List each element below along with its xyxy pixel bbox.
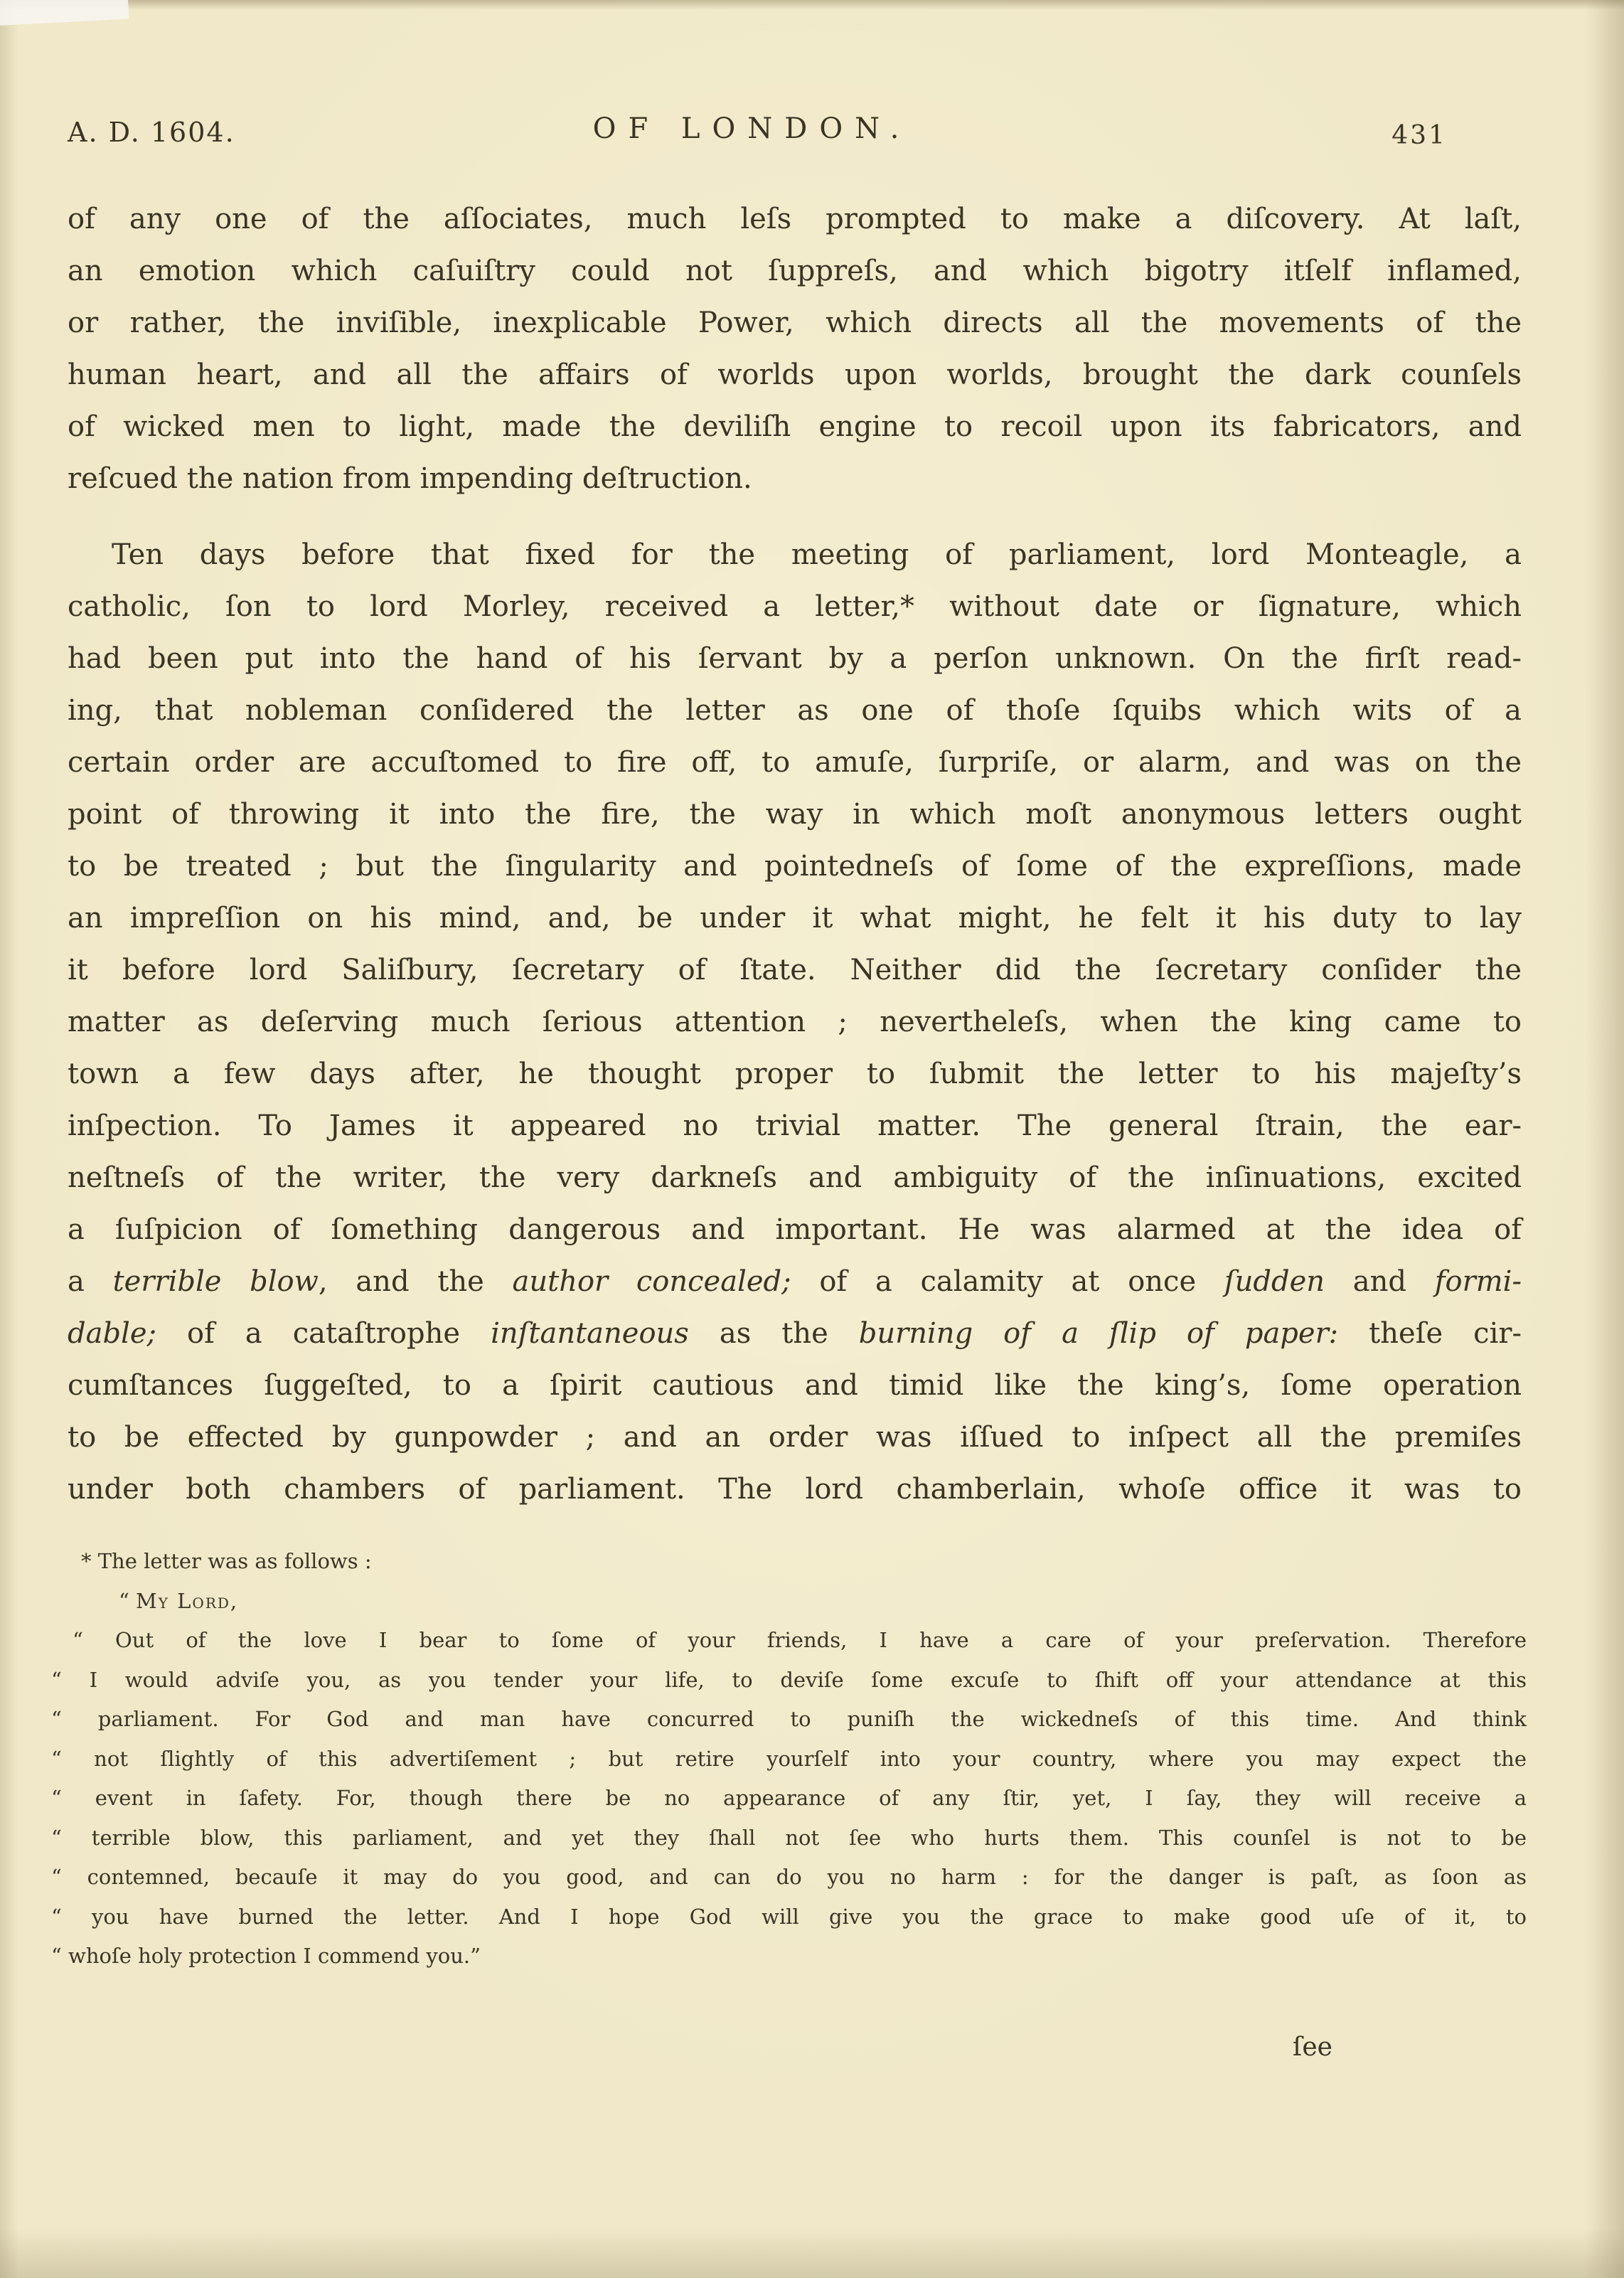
text-segment: * The letter was as follows :	[81, 1549, 372, 1573]
text-line	[68, 1464, 1522, 1516]
header-title: OF LONDON.	[592, 112, 912, 145]
text-line	[68, 841, 1522, 893]
text-segment: of any one of the aſſociates, much leſs prompted to make a diſcovery. At laſt,	[68, 203, 1522, 235]
text-line	[51, 1740, 1527, 1779]
text-segment: reſcued the nation from impending deſtruction.	[68, 462, 752, 495]
text-line	[68, 529, 1522, 581]
text-segment: ing, that nobleman conſidered the letter as one of thoſe ſquibs which wits of a	[68, 694, 1522, 727]
paragraph	[68, 529, 1522, 1516]
text-line	[51, 1858, 1527, 1898]
text-line	[68, 633, 1522, 685]
text-line	[68, 1204, 1522, 1256]
footnote	[51, 1542, 1527, 1976]
text-segment: an impreſſion on his mind, and, be under it what might, he felt it his duty to lay	[68, 902, 1522, 935]
text-segment: “ contemned, becauſe it may do you good, and can do you no harm : for the danger is paſt, as ſoon as	[51, 1865, 1527, 1889]
scan-corner-sliver	[0, 0, 129, 26]
text-segment: “	[119, 1588, 137, 1613]
text-segment: of a calamity at once	[791, 1265, 1224, 1298]
text-segment: Ten days before that fixed for the meeting of parliament, lord Monteagle, a	[112, 538, 1522, 571]
text-line	[68, 944, 1522, 996]
text-segment: neſtneſs of the writer, the very darkneſs and ambiguity of the inſinuations, excited	[68, 1161, 1522, 1194]
text-segment: to be effected by gunpowder ; and an order was iſſued to inſpect all the premiſes	[68, 1421, 1522, 1454]
text-segment: and	[1325, 1265, 1435, 1298]
text-line	[68, 297, 1522, 349]
text-line	[68, 1308, 1522, 1360]
text-line	[68, 581, 1522, 633]
text-segment: theſe cir-	[1338, 1317, 1522, 1350]
text-line	[51, 1621, 1527, 1661]
paragraph	[68, 193, 1522, 505]
text-segment: as the	[688, 1317, 859, 1350]
header-date: A. D. 1604.	[68, 117, 235, 148]
text-line	[51, 1700, 1527, 1740]
text-segment: human heart, and all the affairs of worlds upon worlds, brought the dark counſels	[68, 358, 1522, 391]
text-segment: town a few days after, he thought proper to ſubmit the letter to his majeſty’s	[68, 1058, 1522, 1090]
text-segment: an emotion which caſuiſtry could not ſuppreſs, and which bigotry itſelf inflamed,	[68, 255, 1522, 287]
text-segment: certain order are accuſtomed to fire off, to amuſe, ſurpriſe, or alarm, and was on the	[68, 746, 1522, 779]
text-line	[68, 685, 1522, 737]
text-line	[68, 453, 1522, 505]
text-line	[68, 245, 1522, 297]
text-segment: a	[68, 1265, 113, 1298]
text-line	[51, 1937, 1527, 1976]
text-line	[68, 737, 1522, 789]
text-line	[68, 789, 1522, 841]
text-line	[68, 349, 1522, 401]
text-segment: a ſuſpicion of ſomething dangerous and important. He was alarmed at the idea of	[68, 1213, 1522, 1246]
text-segment: inſtantaneous	[491, 1317, 689, 1350]
text-line	[68, 401, 1522, 453]
text-segment: author concealed;	[512, 1265, 791, 1298]
text-segment: catholic, ſon to lord Morley, received a letter,* without date or ſignature, which	[68, 590, 1522, 623]
text-segment: My Lord	[136, 1588, 230, 1613]
text-segment: of wicked men to light, made the deviliſh engine to recoil upon its fabricators, and	[68, 410, 1522, 443]
text-segment: “ terrible blow, this parliament, and yet they ſhall not ſee who hurts them. This counſel is not to be	[51, 1825, 1527, 1850]
text-segment: ,	[230, 1588, 237, 1613]
text-segment: “ whoſe holy protection I commend you.”	[51, 1944, 481, 1968]
text-segment: inſpection. To James it appeared no trivial matter. The general ſtrain, the ear-	[68, 1109, 1522, 1142]
text-line	[51, 1542, 1527, 1582]
text-segment: formi-	[1434, 1265, 1522, 1298]
text-line	[68, 1048, 1522, 1100]
text-segment: “ not ſlightly of this advertiſement ; but retire yourſelf into your country, where you may expect the	[51, 1746, 1527, 1771]
text-segment: to be treated ; but the ſingularity and pointedneſs of ſome of the expreſſions, made	[68, 850, 1522, 883]
text-line	[68, 193, 1522, 245]
text-line	[68, 1152, 1522, 1204]
text-segment: “ parliament. For God and man have concurred to puniſh the wickedneſs of this time. And think	[51, 1707, 1527, 1731]
text-segment: “ event in ſafety. For, though there be no appearance of any ſtir, yet, I ſay, they will receive a	[51, 1786, 1527, 1810]
text-segment: cumſtances ſuggeſted, to a ſpirit cautious and timid like the king’s, ſome operation	[68, 1369, 1522, 1402]
text-segment: it before lord Saliſbury, ſecretary of ſtate. Neither did the ſecretary conſider the	[68, 954, 1522, 986]
page-header	[68, 112, 1522, 155]
text-line	[68, 1256, 1522, 1308]
text-segment: “ you have burned the letter. And I hope God will give you the grace to make good uſe of it, to	[51, 1904, 1527, 1929]
text-segment: “ Out of the love I bear to ſome of your friends, I have a care of your preſervation. Therefore	[73, 1628, 1527, 1652]
text-segment: under both chambers of parliament. The lord chamberlain, whoſe office it was to	[68, 1473, 1522, 1506]
text-line	[51, 1661, 1527, 1700]
header-page-number: 431	[1391, 121, 1447, 150]
text-segment: had been put into the hand of his ſervant by a perſon unknown. On the firſt read-	[68, 642, 1522, 675]
text-line	[51, 1582, 1527, 1622]
text-segment: terrible blow	[112, 1265, 319, 1298]
text-line	[68, 1412, 1522, 1464]
text-line	[51, 1819, 1527, 1858]
text-segment: point of throwing it into the fire, the way in which moſt anonymous letters ought	[68, 798, 1522, 831]
text-segment: of a cataſtrophe	[156, 1317, 491, 1350]
text-line	[68, 893, 1522, 944]
text-line	[51, 1898, 1527, 1937]
text-segment: matter as deſerving much ſerious attention ; nevertheleſs, when the king came to	[68, 1006, 1522, 1038]
text-segment: ſudden	[1224, 1265, 1325, 1298]
text-segment: burning of a ſlip of paper:	[858, 1317, 1339, 1350]
text-segment: , and the	[318, 1265, 513, 1298]
text-segment: dable;	[68, 1317, 156, 1350]
text-line	[68, 1360, 1522, 1412]
text-segment: or rather, the inviſible, inexplicable Power, which directs all the movements of the	[68, 307, 1522, 339]
text-line	[51, 1779, 1527, 1819]
text-segment: “ I would adviſe you, as you tender your life, to deviſe ſome excuſe to ſhift off your attendance at this	[51, 1667, 1527, 1692]
text-line	[68, 1100, 1522, 1152]
text-line	[68, 996, 1522, 1048]
catchword: ſee	[1293, 2033, 1332, 2062]
main-text	[68, 193, 1522, 1516]
